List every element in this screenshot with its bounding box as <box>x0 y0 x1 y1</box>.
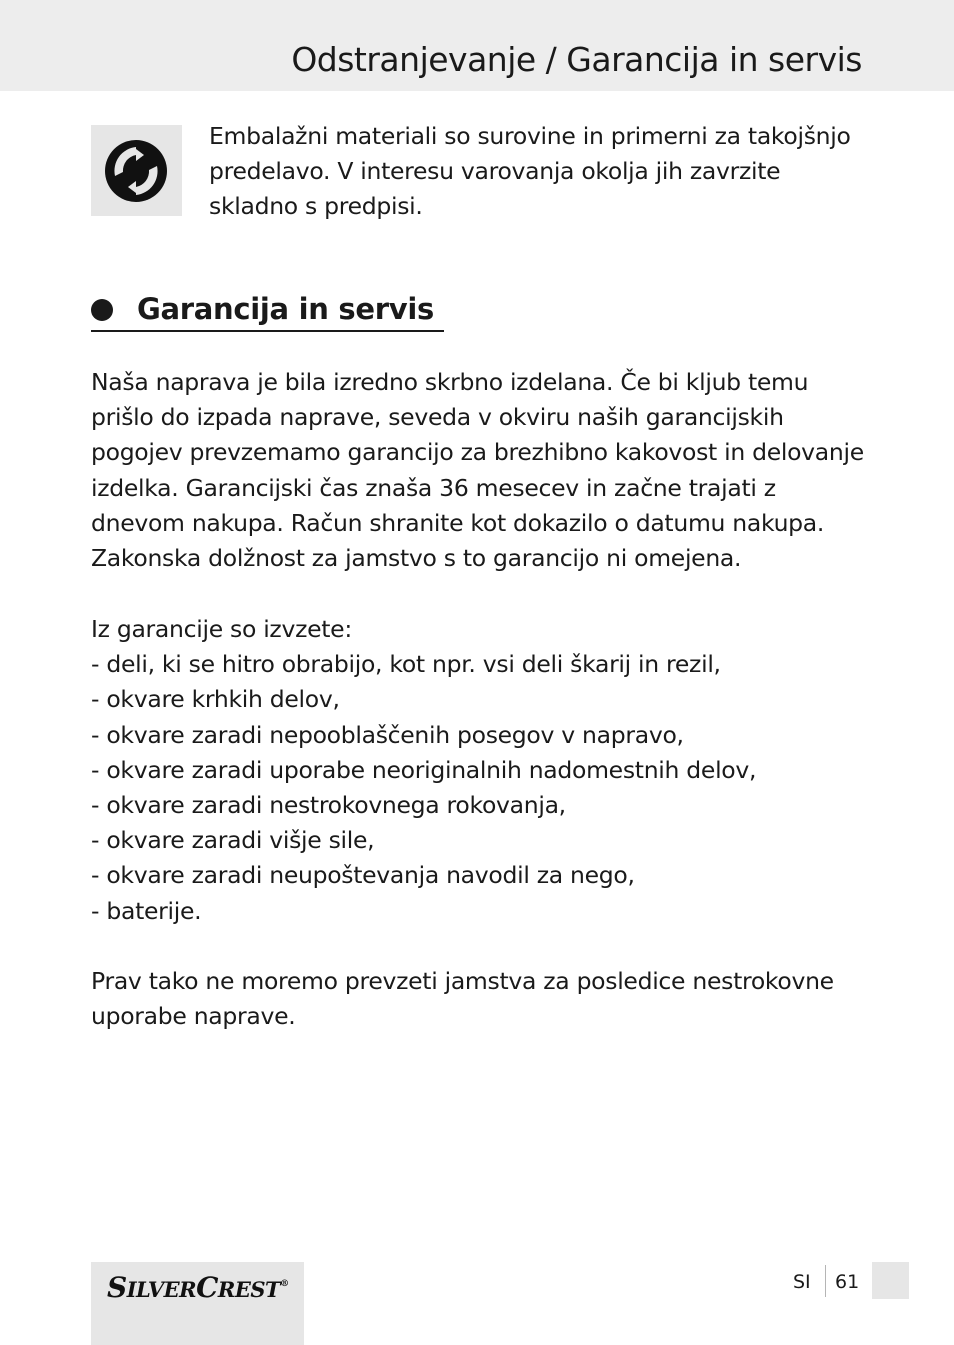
heading-text: Garancija in servis <box>137 292 434 326</box>
warranty-paragraph: Naša naprava je bila izredno skrbno izdelana. Če bi kljub temu prišlo do izpada naprave, seveda v okviru naših garancijskih pogojev prevzemamo garancijo za brezhibno kakovost in delovanje izdelka. Garancijski čas znaša 36 mesecev in začne trajati z dnevom nakupa. Račun shranite kot dokazilo o datumu nakupa. Zakonska dolžnost za jamstvo s to garancijo ni omejena. <box>91 368 864 573</box>
list-item: - okvare zaradi nepooblaščenih posegov v napravo, <box>91 720 684 749</box>
recycle-icon-box <box>91 125 182 216</box>
list-item: - okvare zaradi neupoštevanja navodil za nego, <box>91 861 635 890</box>
list-item: - baterije. <box>91 896 202 925</box>
recycle-green-dot-icon <box>103 138 169 204</box>
heading-bullet <box>91 299 113 321</box>
header-band <box>0 0 954 91</box>
exclusions-list <box>91 647 871 929</box>
brand-logo: SILVERCREST® <box>107 1271 289 1304</box>
language-code: SI <box>793 1271 811 1293</box>
exclusions-block <box>91 612 871 929</box>
exclusions-intro: Iz garancije so izvzete: <box>91 615 352 643</box>
list-item: - okvare krhkih delov, <box>91 685 340 714</box>
list-item: - okvare zaradi nestrokovnega rokovanja, <box>91 791 566 820</box>
liability-paragraph: Prav tako ne moremo prevzeti jamstva za posledice nestrokovne uporabe naprave. <box>91 967 834 1031</box>
footer-tab-marker <box>872 1262 909 1299</box>
packaging-note: Embalažni materiali so surovine in primerni za takojšnjo predelavo. V interesu varovanja okolja jih zavrzite skladno s predpisi. <box>209 122 851 220</box>
list-item: - deli, ki se hitro obrabijo, kot npr. vsi deli škarij in rezil, <box>91 650 721 679</box>
page-title: Odstranjevanje / Garancija in servis <box>291 40 862 79</box>
brand-logo-box <box>91 1262 304 1345</box>
heading-underline <box>91 330 444 332</box>
list-item: - okvare zaradi uporabe neoriginalnih nadomestnih delov, <box>91 755 757 784</box>
list-item: - okvare zaradi višje sile, <box>91 826 375 855</box>
footer-divider <box>825 1265 826 1297</box>
page-number: 61 <box>835 1271 860 1293</box>
